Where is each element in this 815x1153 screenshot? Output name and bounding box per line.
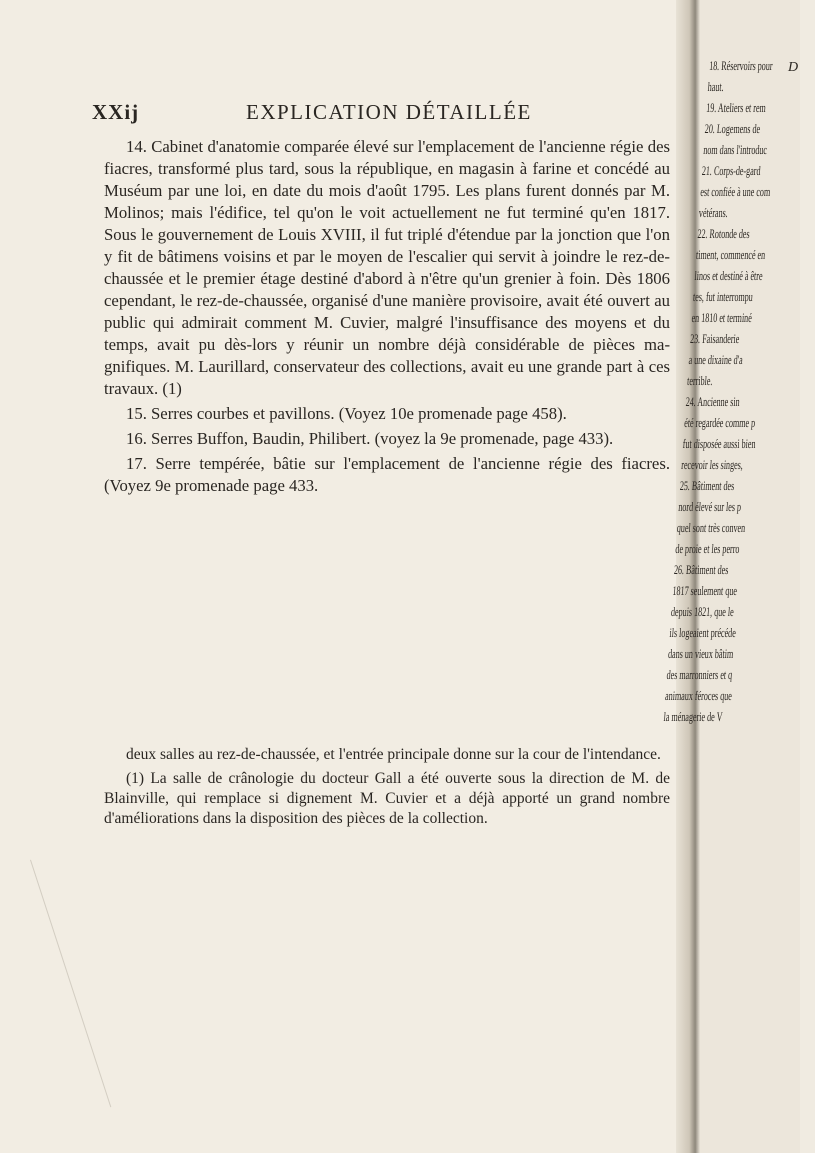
right-page-line: recevoir les singes, bbox=[680, 457, 744, 472]
page-number: XXij bbox=[92, 100, 140, 124]
right-page-line: des marronniers et q bbox=[666, 667, 733, 682]
page-header bbox=[92, 100, 672, 130]
right-page-line: a une dixaine d'a bbox=[688, 352, 744, 367]
running-title: EXPLICATION DÉTAILLÉE bbox=[246, 100, 532, 124]
paragraph-14: 14. Cabinet d'anatomie comparée élevé sur l'emplacement de l'ancienne régie des fiacres, transformé plus tard, sous la république, en magasin à farine et concédé au Muséum par une loi, en date du mois d'août 1795. Les plans furent donnés par M. Molinos; mais l'édifice, tel qu'on le voit actuellement ne fut terminé qu'en 1817. Sous le gouvernement de Louis XVIII, il fut triplé d'étendue par la jonction que l'on y fit de bâtimens voisins et par le moyen de l'escalier qui servit à joindre le rez-de-chaussée et le premier étage destiné d'abord à n'être qu'un grenier à foin. Dès 1806 cependant, le rez-de-chaussée, organisé d'une manière provisoire, avait été ouvert au public qui admirait comment M. Cuvier, malgré l'insuffisance des moyens et du temps, avait pu dès-lors y réunir un nombre déjà considérable de pièces magnifiques. M. Laurillard, conservateur des collections, avait eu une grande part à ces travaux. (1) bbox=[104, 137, 670, 398]
right-page-line: depuis 1821, que le bbox=[670, 604, 735, 619]
right-page-line: de proie et les perro bbox=[674, 541, 741, 556]
right-page-line: dans un vieux bâtim bbox=[667, 646, 734, 661]
right-page bbox=[663, 0, 800, 1153]
right-page-line: animaux féroces que bbox=[664, 688, 733, 703]
right-page-line: haut. bbox=[707, 79, 725, 94]
footnote-continuation: deux salles au rez-de-chaussée, et l'entrée principale donne sur la cour de l'intendance. bbox=[126, 746, 661, 763]
right-page-line: en 1810 et terminé bbox=[691, 310, 753, 325]
right-page-line: nom dans l'introduc bbox=[702, 142, 768, 157]
main-text bbox=[104, 136, 670, 497]
right-page-corner-letter: D bbox=[788, 60, 799, 75]
paragraph-15: 15. Serres courbes et pavillons. (Voyez 10e promenade page 458). bbox=[126, 404, 567, 423]
right-page-line: linos et destiné à être bbox=[694, 268, 764, 283]
right-page-line: 18. Réservoirs pour bbox=[708, 58, 774, 73]
right-page-line: été regardée comme p bbox=[683, 415, 756, 430]
right-page-line: 26. Bâtiment des bbox=[673, 562, 729, 577]
right-page-line: terrible. bbox=[686, 373, 714, 388]
footnotes bbox=[104, 745, 670, 833]
right-page-line: tes, fut interrompu bbox=[692, 289, 754, 304]
right-page-line: 24. Ancienne sin bbox=[685, 394, 741, 409]
right-page-line: 22. Rotonde des bbox=[696, 226, 751, 241]
right-page-line: nord élevé sur les p bbox=[677, 499, 742, 514]
right-page-line: 19. Ateliers et rem bbox=[705, 100, 767, 115]
right-page-line: 20. Logemens de bbox=[704, 121, 761, 136]
right-page-line: quel sont très conven bbox=[676, 520, 746, 535]
footnote-1: (1) La salle de crânologie du docteur Gall a été ouverte sous la direction de M. de Blainville, qui remplace si dignement M. Cuvier et a déjà apporté un grand nombre d'améliorations dans la disposition des pièces de la collection. bbox=[104, 770, 670, 827]
paragraph-17: 17. Serre tempérée, bâtie sur l'emplacement de l'ancienne régie des fiacres. (Voyez 9e promenade page 433. bbox=[104, 454, 670, 495]
right-page-line: est confiée à une com bbox=[699, 184, 771, 199]
right-page-line: 23. Faisanderie bbox=[689, 331, 740, 346]
right-page-line: timent, commencé en bbox=[695, 247, 766, 262]
right-page-line: ils logeaient précéde bbox=[669, 625, 737, 640]
right-page-line: 1817 seulement que bbox=[672, 583, 738, 598]
right-page-line: vétérans. bbox=[698, 205, 729, 220]
right-page-line: 25. Bâtiment des bbox=[679, 478, 735, 493]
right-page-line: fut disposée aussi bien bbox=[682, 436, 757, 451]
paragraph-16: 16. Serres Buffon, Baudin, Philibert. (voyez la 9e promenade, page 433). bbox=[126, 429, 614, 448]
right-page-line: 21. Corps-de-gard bbox=[701, 163, 762, 178]
page-crease bbox=[30, 835, 187, 1107]
right-page-line: la ménagerie de V bbox=[663, 709, 723, 724]
